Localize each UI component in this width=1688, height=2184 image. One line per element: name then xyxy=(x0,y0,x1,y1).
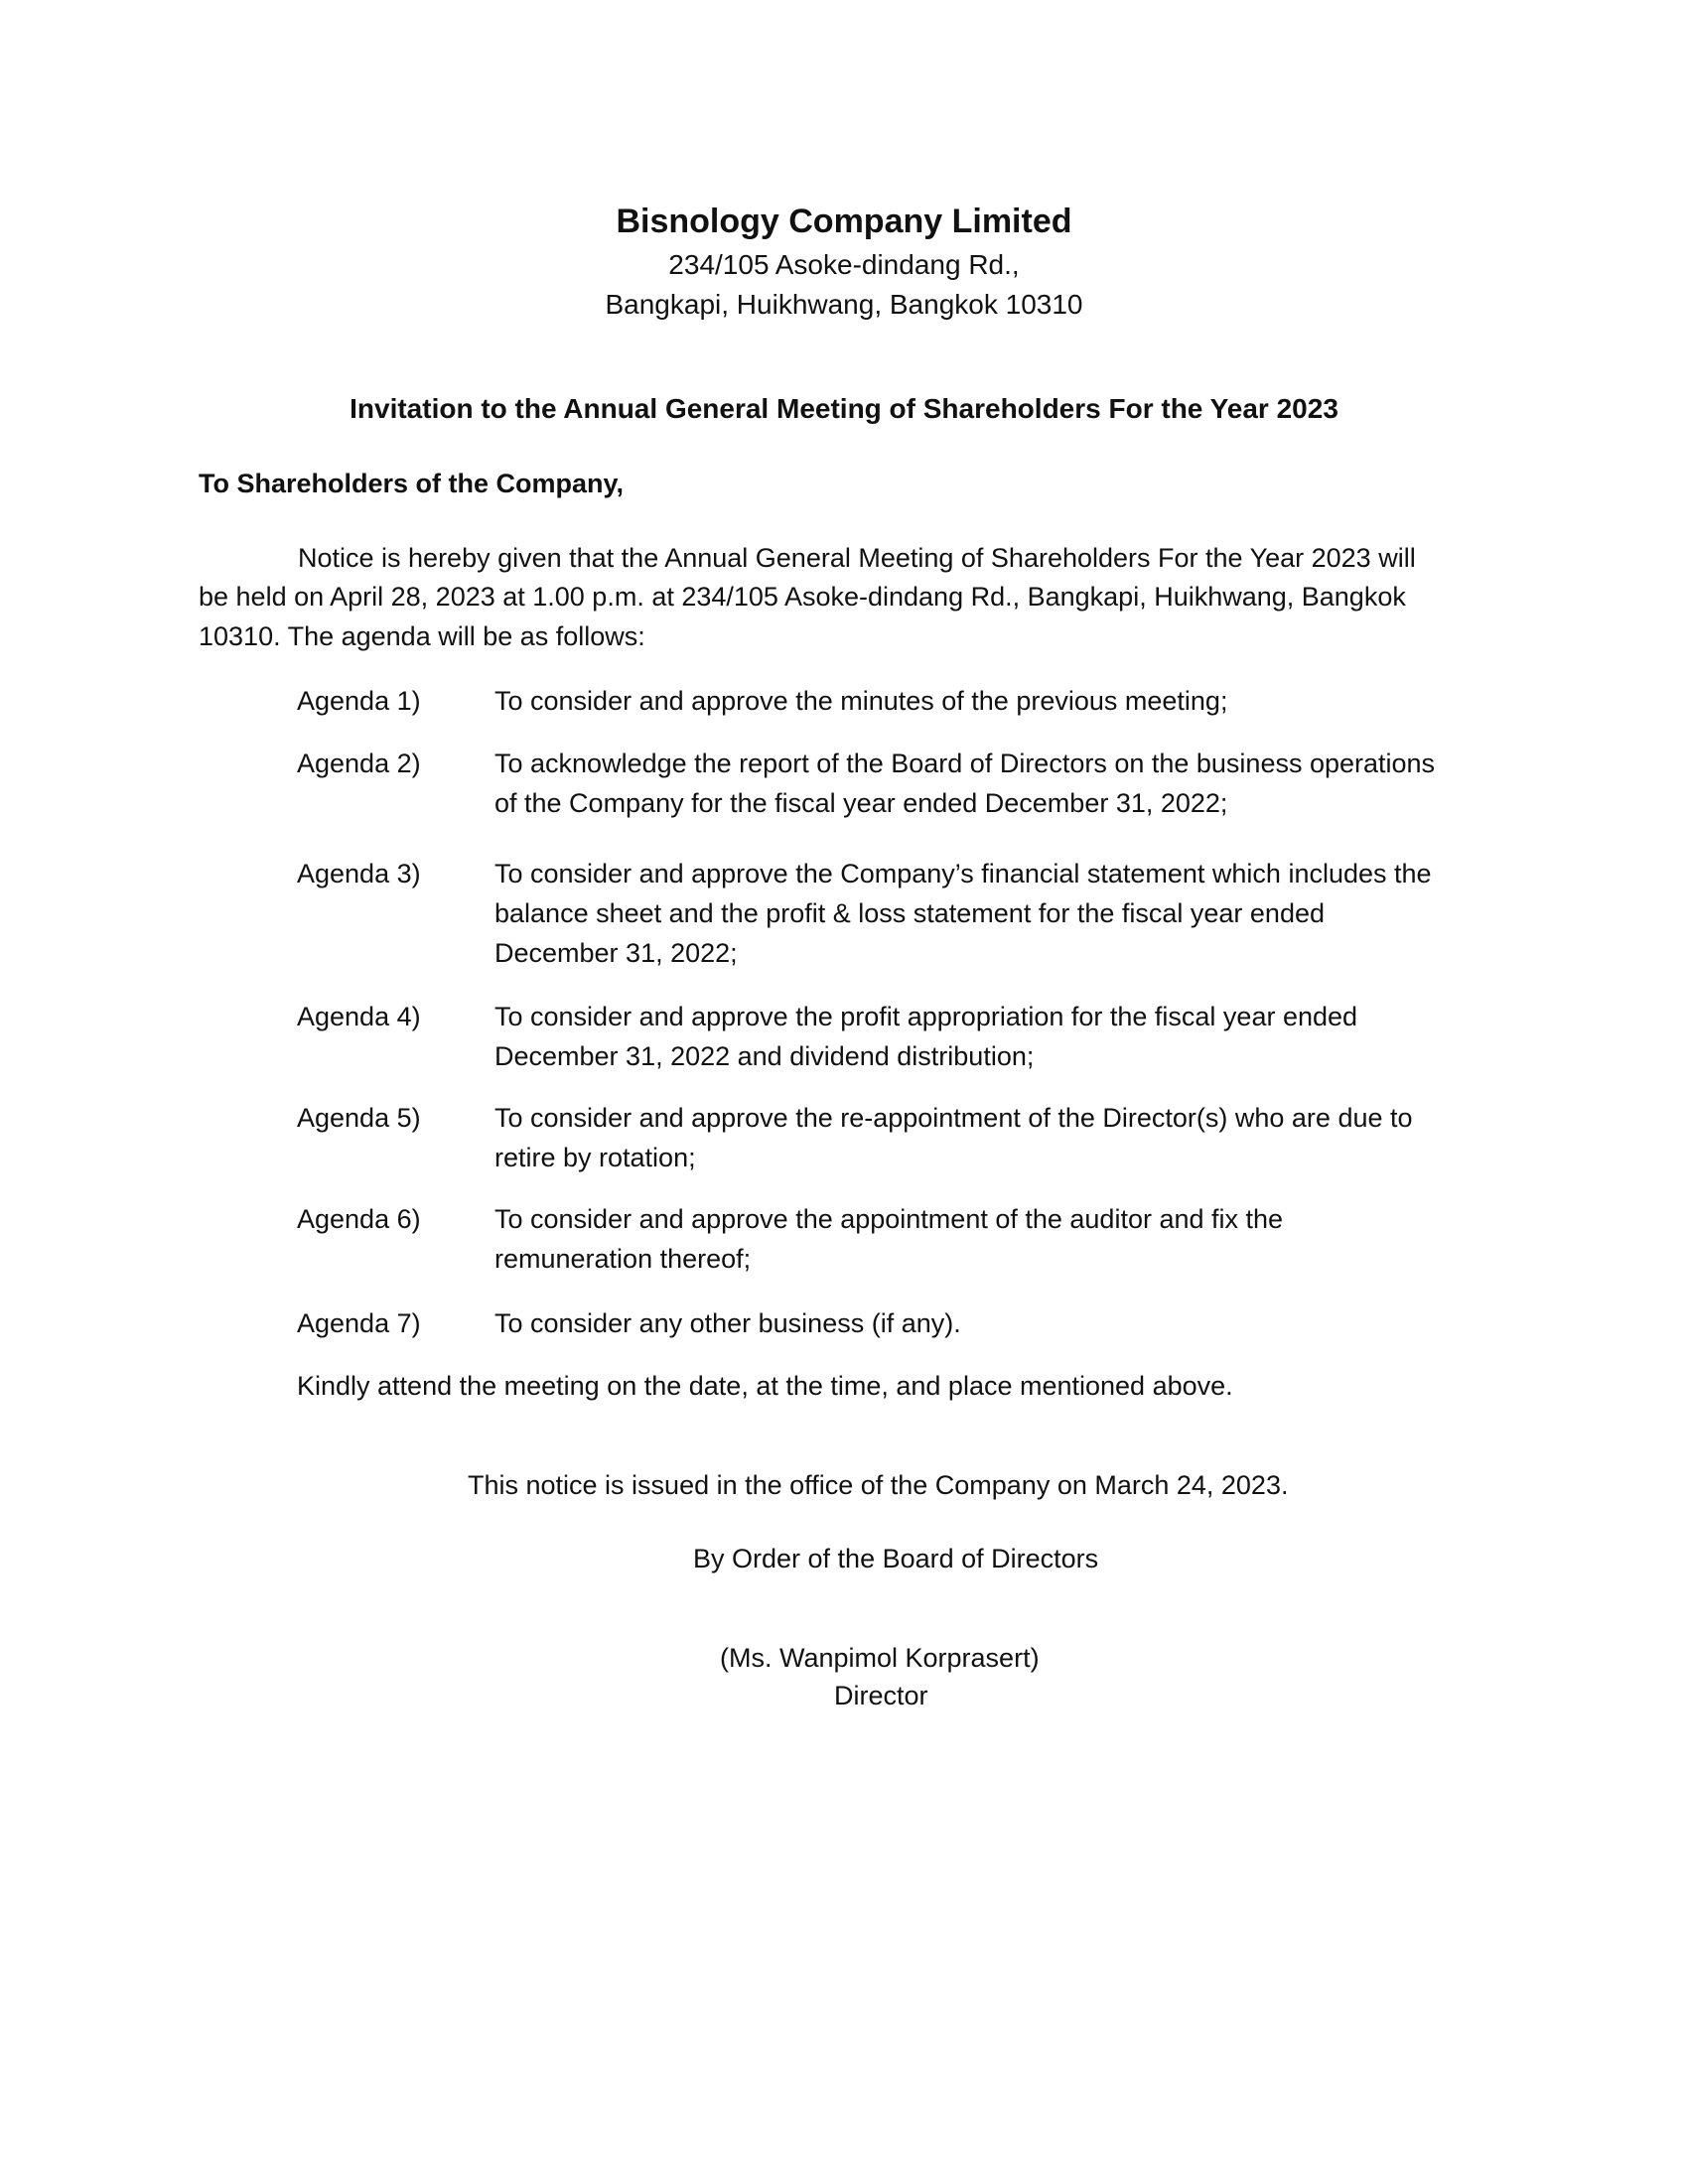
invitation-title: Invitation to the Annual General Meeting of Shareholders For the Year 2023 xyxy=(350,393,1338,424)
agenda-label-5: Agenda 5) xyxy=(297,1103,421,1133)
closing-paragraph: Kindly attend the meeting on the date, at the time, and place mentioned above. xyxy=(297,1371,1233,1401)
agenda-item-6-line: remuneration thereof; xyxy=(494,1244,752,1274)
notice-line-3: 10310. The agenda will be as follows: xyxy=(199,621,645,651)
agenda-label-6: Agenda 6) xyxy=(297,1204,421,1234)
agenda-item-4 xyxy=(494,997,1357,1076)
agenda-item-4-line: To consider and approve the profit appropriation for the fiscal year ended xyxy=(494,1002,1358,1031)
agenda-item-3-line: December 31, 2022; xyxy=(494,938,738,968)
agenda-item-3 xyxy=(494,854,1432,973)
agenda-label-7: Agenda 7) xyxy=(297,1308,421,1338)
signer-title: Director xyxy=(834,1681,928,1710)
salutation: To Shareholders of the Company, xyxy=(199,469,625,498)
agenda-label-3: Agenda 3) xyxy=(297,859,421,888)
agenda-item-3-line: To consider and approve the Company’s financial statement which includes the xyxy=(494,859,1432,888)
agenda-item-1 xyxy=(494,681,1227,721)
agenda-item-4-line: December 31, 2022 and dividend distribution; xyxy=(494,1041,1035,1071)
signer-name: (Ms. Wanpimol Korprasert) xyxy=(720,1643,1040,1673)
agenda-item-1-line: To consider and approve the minutes of the previous meeting; xyxy=(494,686,1228,716)
agenda-item-7 xyxy=(494,1303,961,1343)
agenda-label-2: Agenda 2) xyxy=(297,749,421,778)
agenda-item-6 xyxy=(494,1199,1283,1279)
by-order-line: By Order of the Board of Directors xyxy=(693,1544,1099,1573)
company-address-line-1: 234/105 Asoke-dindang Rd., xyxy=(668,249,1020,280)
agenda-item-7-line: To consider any other business (if any). xyxy=(494,1308,961,1338)
agenda-item-5-line: retire by rotation; xyxy=(494,1143,696,1172)
agenda-item-2 xyxy=(494,744,1435,823)
agenda-label-1: Agenda 1) xyxy=(297,686,421,716)
issued-note: This notice is issued in the office of the Company on March 24, 2023. xyxy=(468,1470,1289,1500)
notice-line-1: Notice is hereby given that the Annual General Meeting of Shareholders For the Year 2023 will xyxy=(298,543,1416,573)
agenda-item-5 xyxy=(494,1098,1413,1177)
agenda-item-3-line: balance sheet and the profit & loss statement for the fiscal year ended xyxy=(494,898,1325,928)
agenda-label-4: Agenda 4) xyxy=(297,1002,421,1031)
agenda-item-6-line: To consider and approve the appointment of the auditor and fix the xyxy=(494,1204,1284,1234)
notice-line-2: be held on April 28, 2023 at 1.00 p.m. at 234/105 Asoke-dindang Rd., Bangkapi, Huikhwang, Bangkok xyxy=(199,582,1406,612)
agenda-item-5-line: To consider and approve the re-appointment of the Director(s) who are due to xyxy=(494,1103,1413,1133)
company-name: Bisnology Company Limited xyxy=(616,203,1072,240)
agenda-item-2-line: To acknowledge the report of the Board of Directors on the business operations xyxy=(494,749,1436,778)
agenda-item-2-line: of the Company for the fiscal year ended December 31, 2022; xyxy=(494,788,1228,818)
company-address-line-2: Bangkapi, Huikhwang, Bangkok 10310 xyxy=(605,289,1083,320)
